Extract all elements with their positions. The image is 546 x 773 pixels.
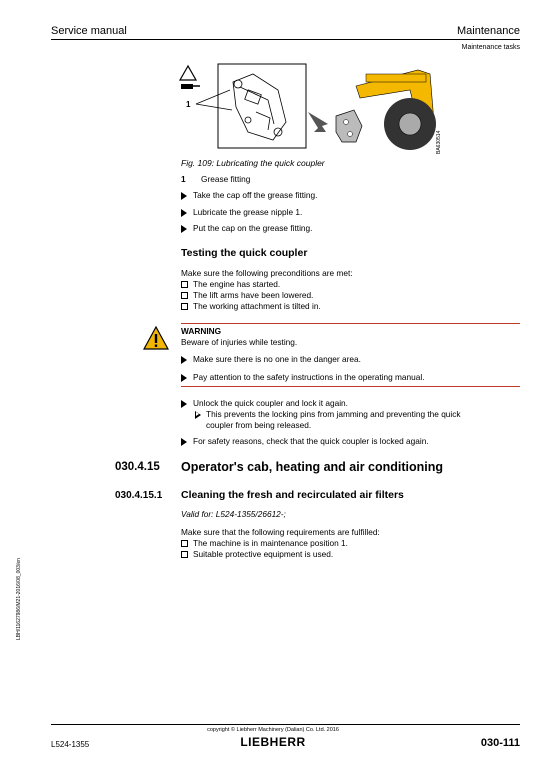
figure-illustration	[178, 62, 448, 158]
section-number: 030.4.15	[115, 461, 160, 473]
warning-icon	[143, 326, 169, 355]
unlock-step-2: For safety reasons, check that the quick coupler is locked again.	[181, 436, 429, 447]
header-left: Service manual	[51, 25, 127, 37]
unlock-result: This prevents the locking pins from jamming and preventing the quick	[195, 409, 461, 420]
header-right: Maintenance	[457, 25, 520, 37]
side-document-code: LBH/11627986/M21-2016/08_003/en	[16, 558, 22, 640]
header-subtitle: Maintenance tasks	[461, 44, 520, 51]
checkbox-icon	[181, 303, 188, 310]
step-arrow-icon	[181, 400, 187, 408]
unlock-result-line2: coupler from being released.	[206, 420, 312, 430]
valid-for: Valid for: L524-1355/26612-;	[181, 509, 286, 519]
step-arrow-icon	[181, 356, 187, 364]
grease-gun-icon	[180, 66, 200, 89]
footer-model: L524-1355	[51, 740, 90, 749]
footer-page-number: 030-111	[480, 737, 520, 749]
testing-heading: Testing the quick coupler	[181, 247, 308, 259]
figure-label-1: 1	[186, 100, 191, 109]
step-lube-1: Take the cap off the grease fitting.	[181, 190, 317, 201]
testing-check-3: The working attachment is tilted in.	[181, 301, 321, 312]
step-arrow-icon	[181, 374, 187, 382]
step-arrow-icon	[181, 192, 187, 200]
step-arrow-icon	[181, 225, 187, 233]
legend-number: 1	[181, 174, 186, 184]
warning-title: WARNING	[181, 326, 222, 336]
step-arrow-icon	[181, 209, 187, 217]
unlock-step: Unlock the quick coupler and lock it again.	[181, 398, 348, 409]
result-arrow-icon	[195, 411, 201, 419]
testing-check-1: The engine has started.	[181, 279, 280, 290]
warning-top-line	[181, 323, 520, 324]
legend-text: Grease fitting	[201, 174, 251, 184]
step-lube-2: Lubricate the grease nipple 1.	[181, 207, 302, 218]
warning-text: Beware of injuries while testing.	[181, 337, 298, 347]
warning-step-1: Make sure there is no one in the danger area.	[181, 354, 361, 365]
warning-bottom-line	[181, 386, 520, 387]
footer-copyright: copyright © Liebherr Machinery (Dalian) Co. Ltd. 2016	[207, 727, 339, 733]
testing-check-2: The lift arms have been lowered.	[181, 290, 313, 301]
subsection-intro: Make sure that the following requirements are fulfilled:	[181, 527, 380, 537]
step-arrow-icon	[181, 438, 187, 446]
header-divider	[51, 39, 520, 40]
figure-code: BA630514	[436, 130, 442, 154]
figure-quick-coupler	[178, 62, 448, 158]
checkbox-icon	[181, 540, 188, 547]
footer-brand-logo: LIEBHERR	[240, 735, 306, 749]
figure-caption: Fig. 109: Lubricating the quick coupler	[181, 158, 325, 168]
subsection-check-1: The machine is in maintenance position 1.	[181, 538, 348, 549]
step-lube-3: Put the cap on the grease fitting.	[181, 223, 312, 234]
subsection-check-2: Suitable protective equipment is used.	[181, 549, 333, 560]
subsection-number: 030.4.15.1	[115, 490, 163, 501]
warning-step-2: Pay attention to the safety instructions in the operating manual.	[181, 372, 425, 383]
subsection-title: Cleaning the fresh and recirculated air filters	[181, 489, 404, 501]
testing-intro: Make sure the following preconditions are met:	[181, 268, 353, 278]
footer-divider	[51, 724, 520, 725]
wheel-loader-drawing	[336, 70, 436, 150]
checkbox-icon	[181, 551, 188, 558]
checkbox-icon	[181, 292, 188, 299]
section-title: Operator's cab, heating and air conditioning	[181, 460, 444, 474]
checkbox-icon	[181, 281, 188, 288]
